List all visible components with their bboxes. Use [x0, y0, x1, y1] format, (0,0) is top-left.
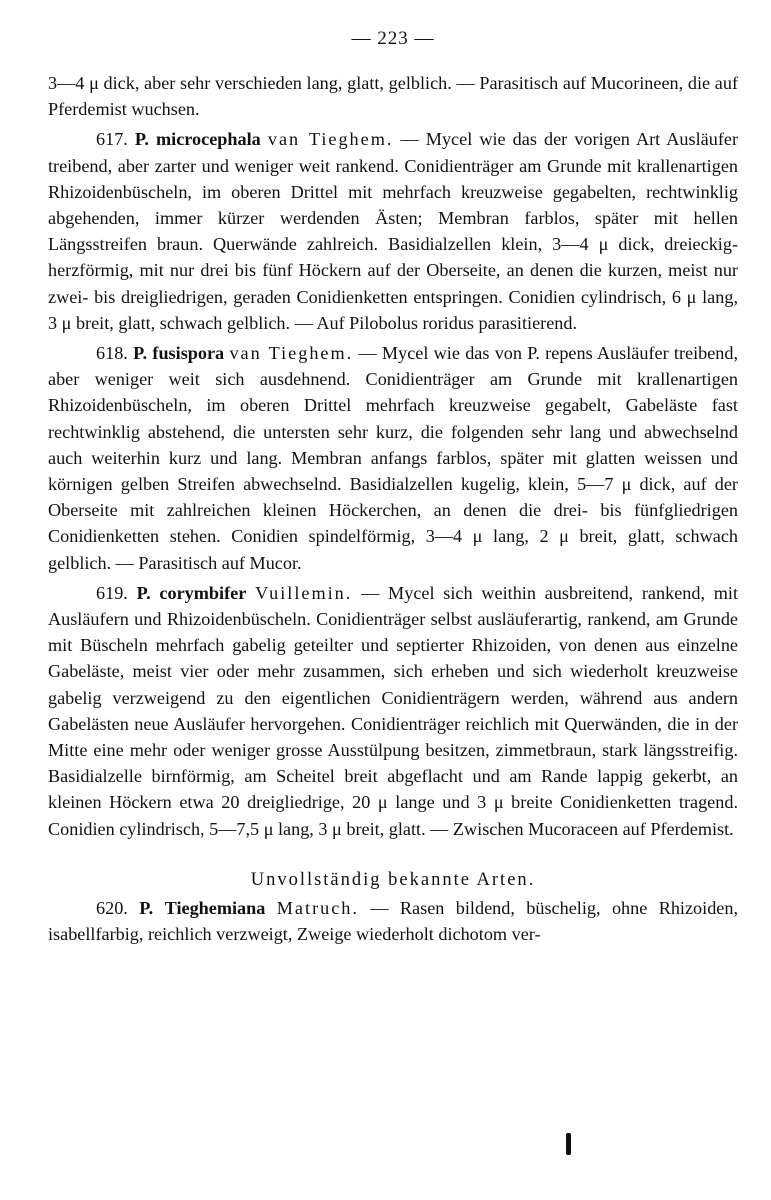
page-number: — 223 — — [351, 28, 435, 49]
author-name: Matruch. — [276, 897, 359, 918]
author-name: Vuillemin. — [255, 582, 353, 603]
entry-617 — [48, 126, 738, 336]
entry-text: — Mycel wie das von P. repens Ausläufer treibend, aber weniger weit sich ausdehnend. Conidienträger am Grunde mit krallenartigen Rhizoidenbüscheln, im oberen Drittel mehrfach kreuzweise gegabelt, Gabeläste fast rechtwinklig abstehend, die untersten sehr kurz, die folgenden sehr lang und abwechselnd auch weiterhin kurz und lang. Membran anfangs farblos, später mit glatten weissen und körnigen gelben Streifen abwechselnd. Basidialzellen kugelig, klein, 5—7 μ dick, auf der Oberseite mit zahlreichen kleinen Höckerchen, an denen die drei- bis fünfgliedrigen Conidienketten stehen. Conidien spindelförmig, 3—4 μ lang, 2 μ breit, glatt, schwach gelblich. — Parasitisch auf Mucor. — [48, 343, 739, 573]
species-name: microcephala — [156, 129, 261, 150]
document-page — [48, 28, 738, 947]
species-name: corymbifer — [159, 582, 247, 603]
entry-620 — [48, 895, 738, 947]
genus-abbrev: P. — [136, 582, 151, 603]
entry-text: — Rasen bildend, büschelig, ohne Rhizoiden, isabellfarbig, reichlich verzweigt, Zweige wiederholt dichotom ver- — [48, 897, 738, 945]
entry-619 — [48, 580, 738, 842]
entry-number: 619. — [96, 582, 128, 603]
species-name: Tieghemiana — [164, 897, 266, 918]
section-heading: Unvollständig bekannte Arten. — [250, 869, 536, 890]
ink-mark — [566, 1133, 571, 1155]
genus-abbrev: P. — [133, 343, 148, 364]
entry-number: 620. — [96, 897, 128, 918]
entry-number: 618. — [96, 343, 128, 364]
genus-abbrev: P. — [134, 129, 149, 150]
entry-text: — Mycel wie das der vorigen Art Ausläufer treibend, aber zarter und weniger weit rankend. Conidienträger am Grunde mit krallenartigen Rhizoidenbüscheln, im oberen Drittel mit mehrfach kreuzweise gegabelten, rechtwinklig abgehenden, immer kürzer werdenden Ästen; Membran farblos, später mit hellen Längsstreifen braun. Querwände zahlreich. Basidialzellen klein, 3—4 μ dick, dreieckig-herzförmig, mit nur drei bis fünf Höckern auf der Oberseite, an denen die kurzen, meist nur zwei- bis dreigliedrigen, geraden Conidienketten entspringen. Conidien cylindrisch, 6 μ lang, 3 μ breit, glatt, schwach gelblich. — Auf Pilobolus roridus parasitierend. — [48, 129, 739, 333]
species-name: fusispora — [152, 343, 225, 364]
continuation-paragraph: 3—4 μ dick, aber sehr verschieden lang, glatt, gelblich. — Parasitisch auf Mucorineen, die auf Pferdemist wuchsen. — [48, 73, 738, 120]
entry-number: 617. — [96, 129, 128, 150]
genus-abbrev: P. — [139, 897, 154, 918]
entry-618 — [48, 340, 738, 576]
entry-text: — Mycel sich weithin ausbreitend, rankend, mit Ausläufern und Rhizoidenbüscheln. Conidienträger selbst ausläuferartig, rankend, am Grunde mit Büscheln mehrfach gabelig geteilter und septierter Rhizoiden, von denen aus einzelne Gabeläste, meist vier oder mehr zusammen, sich erheben und sich wiederholt kreuzweise gabelig verzweigend zu den eigentlichen Conidienträgern werden, während aus andern Gabelästen neue Ausläufer hervorgehen. Conidienträger reichlich mit Querwänden, die in der Mitte eine mehr oder weniger grosse Ausstülpung besitzen, zimmetbraun, stark längsstreifig. Basidialzelle birnförmig, am Scheitel breit abgeflacht und am Rande lappig gekerbt, an kleinen Höckern etwa 20 dreigliedrige, 20 μ lange und 3 μ breite Conidienketten tragend. Conidien cylindrisch, 5—7,5 μ lang, 3 μ breit, glatt. — Zwischen Mucoraceen auf Pferdemist. — [48, 582, 739, 839]
author-name: van Tieghem. — [229, 343, 354, 364]
author-name: van Tieghem. — [267, 129, 394, 150]
